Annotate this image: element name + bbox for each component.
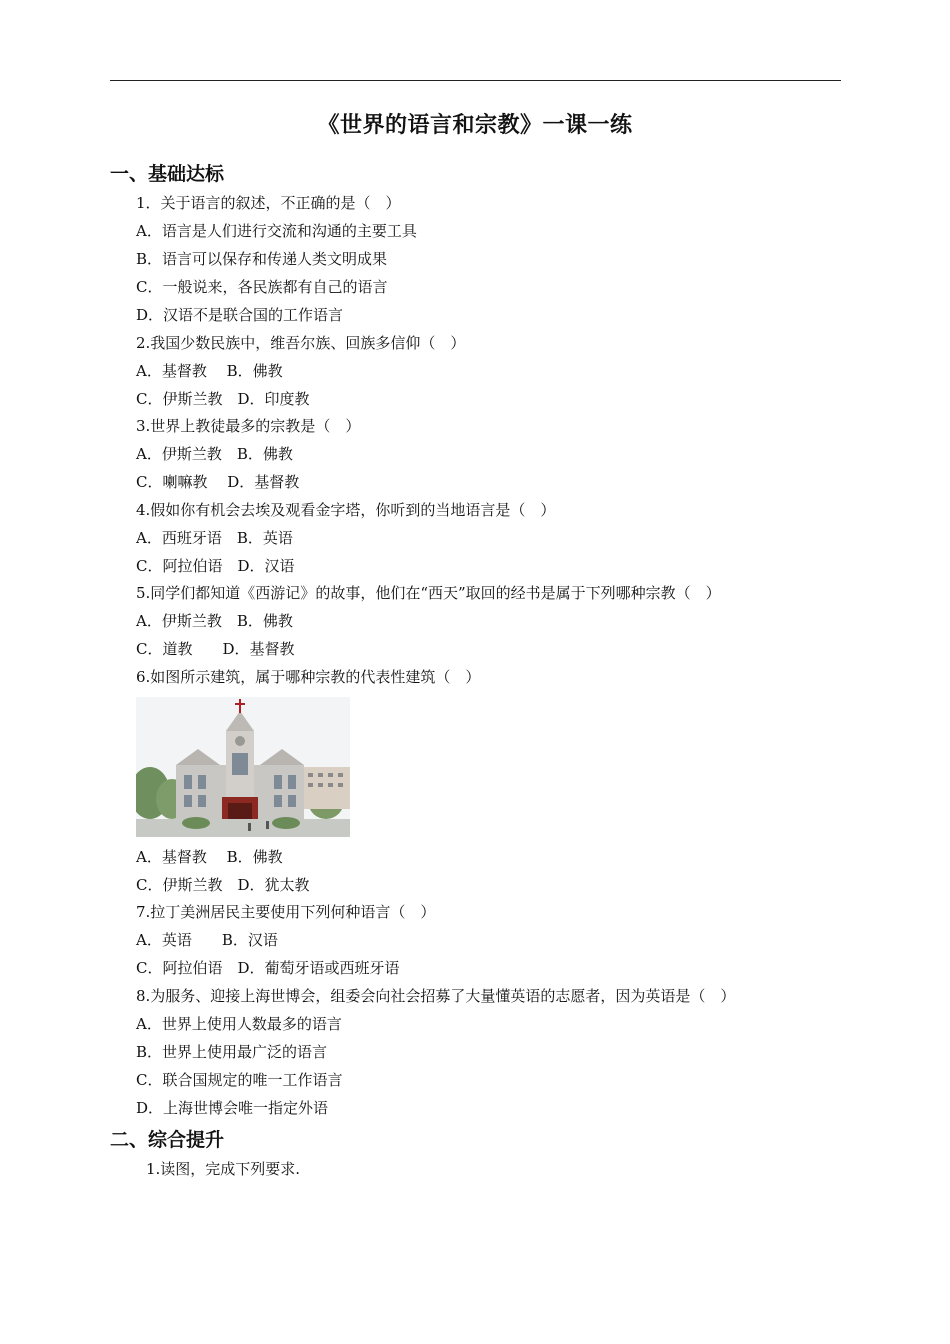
header-rule: [110, 80, 841, 81]
question-8-stem: 8.为服务、迎接上海世博会，组委会向社会招募了大量懂英语的志愿者，因为英语是（ ）: [136, 987, 736, 1005]
question-6-options-ab: A．基督教 B．佛教: [136, 848, 283, 866]
question-6-options-cd: C．伊斯兰教 D．犹太教: [136, 876, 310, 894]
question-8-option-c: C．联合国规定的唯一工作语言: [136, 1071, 343, 1089]
question-4-options-cd: C．阿拉伯语 D．汉语: [136, 557, 295, 575]
question-6-stem: 6.如图所示建筑，属于哪种宗教的代表性建筑（ ）: [136, 668, 481, 686]
section-heading-advanced: 二、综合提升: [110, 1129, 225, 1151]
question-1-stem: 1．关于语言的叙述，不正确的是（ ）: [136, 194, 401, 212]
question-2-options-ab: A．基督教 B．佛教: [136, 362, 283, 380]
church-photo: [136, 697, 350, 837]
question-7-options-ab: A．英语 B．汉语: [136, 931, 278, 949]
question-4-options-ab: A．西班牙语 B．英语: [136, 529, 293, 547]
question-5-options-ab: A．伊斯兰教 B．佛教: [136, 612, 293, 630]
page-title: 《世界的语言和宗教》一课一练: [317, 113, 633, 138]
section-heading-basic: 一、基础达标: [110, 163, 225, 185]
question-1-option-b: B．语言可以保存和传递人类文明成果: [136, 250, 388, 268]
question-5-stem: 5.同学们都知道《西游记》的故事，他们在“西天”取回的经书是属于下列哪种宗教（ ）: [136, 584, 721, 602]
advanced-question-1-stem: 1.读图，完成下列要求.: [146, 1160, 301, 1178]
question-1-option-c: C．一般说来，各民族都有自己的语言: [136, 278, 388, 296]
question-8-option-b: B．世界上使用最广泛的语言: [136, 1043, 328, 1061]
question-1-option-a: A．语言是人们进行交流和沟通的主要工具: [136, 222, 417, 240]
question-2-options-cd: C．伊斯兰教 D．印度教: [136, 390, 310, 408]
question-3-options-ab: A．伊斯兰教 B．佛教: [136, 445, 293, 463]
question-7-options-cd: C．阿拉伯语 D．葡萄牙语或西班牙语: [136, 959, 400, 977]
question-3-options-cd: C．喇嘛教 D．基督教: [136, 473, 300, 491]
question-8-option-d: D．上海世博会唯一指定外语: [136, 1099, 329, 1117]
question-8-option-a: A．世界上使用人数最多的语言: [136, 1015, 342, 1033]
question-7-stem: 7.拉丁美洲居民主要使用下列何种语言（ ）: [136, 903, 436, 921]
question-2-stem: 2.我国少数民族中，维吾尔族、回族多信仰（ ）: [136, 334, 466, 352]
question-4-stem: 4.假如你有机会去埃及观看金字塔，你听到的当地语言是（ ）: [136, 501, 556, 519]
question-5-options-cd: C．道教 D．基督教: [136, 640, 295, 658]
question-1-option-d: D．汉语不是联合国的工作语言: [136, 306, 344, 324]
question-3-stem: 3.世界上教徒最多的宗教是（ ）: [136, 417, 361, 435]
